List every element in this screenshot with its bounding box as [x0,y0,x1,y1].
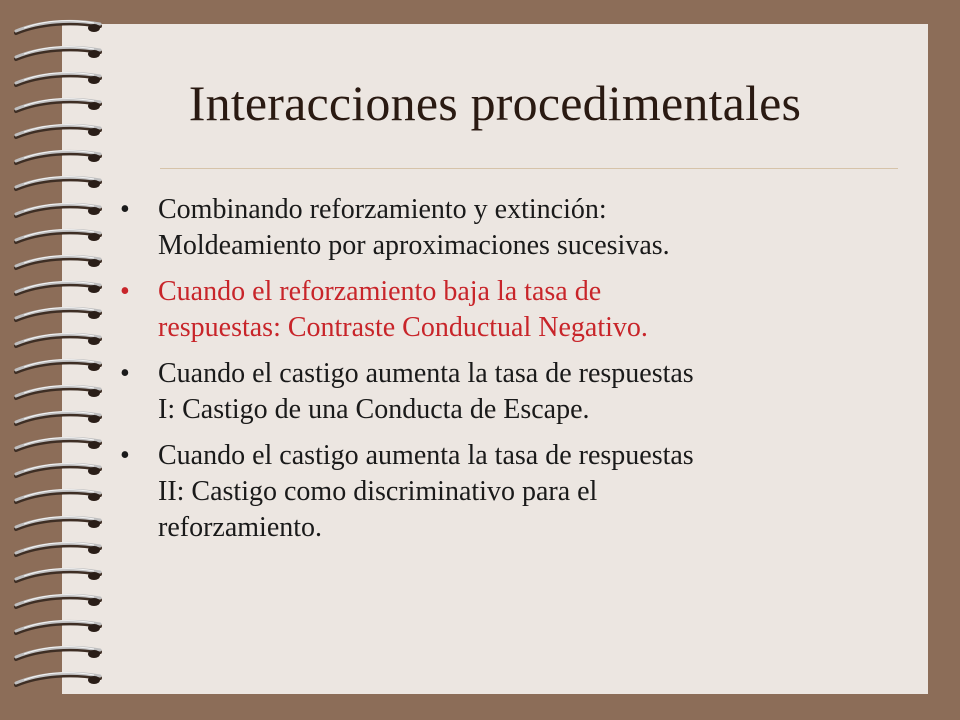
spiral-ring-icon [10,356,106,378]
bullet-text-line: I: Castigo de una Conducta de Escape. [158,394,590,425]
bullet-item [120,356,920,428]
spiral-ring-icon [10,226,106,248]
bullet-text-line: Cuando el castigo aumenta la tasa de respuestas [158,358,694,389]
spiral-ring-icon [10,513,106,535]
spiral-ring-icon [10,460,106,482]
bullet-text-line: Cuando el castigo aumenta la tasa de respuestas [158,440,694,471]
spiral-ring-icon [10,200,106,222]
slide-title: Interacciones procedimentales [188,75,802,131]
bullet-text-line: respuestas: Contraste Conductual Negativo. [158,312,648,343]
spiral-ring-icon [10,434,106,456]
spiral-ring-icon [10,43,106,65]
bullet-text-line: Moldeamiento por aproximaciones sucesivas. [158,230,670,261]
spiral-ring-icon [10,121,106,143]
spiral-ring-icon [10,330,106,352]
spiral-ring-icon [10,617,106,639]
spiral-ring-icon [10,408,106,430]
spiral-ring-icon [10,173,106,195]
bullet-text-line: II: Castigo como discriminativo para el [158,476,598,507]
spiral-ring-icon [10,565,106,587]
spiral-ring-icon [10,669,106,691]
spiral-ring-icon [10,278,106,300]
bullet-item [120,438,920,546]
bullet-list [120,192,920,556]
spiral-ring-icon [10,539,106,561]
spiral-ring-icon [10,304,106,326]
spiral-ring-icon [10,643,106,665]
bullet-icon: • [120,194,130,225]
spiral-ring-icon [10,69,106,91]
title-divider [160,168,898,169]
spiral-ring-icon [10,382,106,404]
spiral-ring-icon [10,591,106,613]
slide-page [62,24,928,694]
spiral-ring-icon [10,17,106,39]
bullet-icon: • [120,440,130,471]
spiral-ring-icon [10,486,106,508]
bullet-icon: • [120,276,130,307]
spiral-ring-icon [10,147,106,169]
bullet-icon: • [120,358,130,389]
bullet-text-line: Cuando el reforzamiento baja la tasa de [158,276,602,307]
bullet-item [120,192,920,264]
bullet-text-line: reforzamiento. [158,512,323,543]
bullet-item-highlighted [120,274,920,346]
bullet-text-line: Combinando reforzamiento y extinción: [158,194,607,225]
spiral-ring-icon [10,95,106,117]
spiral-ring-icon [10,252,106,274]
spiral-binding-icon [0,0,110,720]
